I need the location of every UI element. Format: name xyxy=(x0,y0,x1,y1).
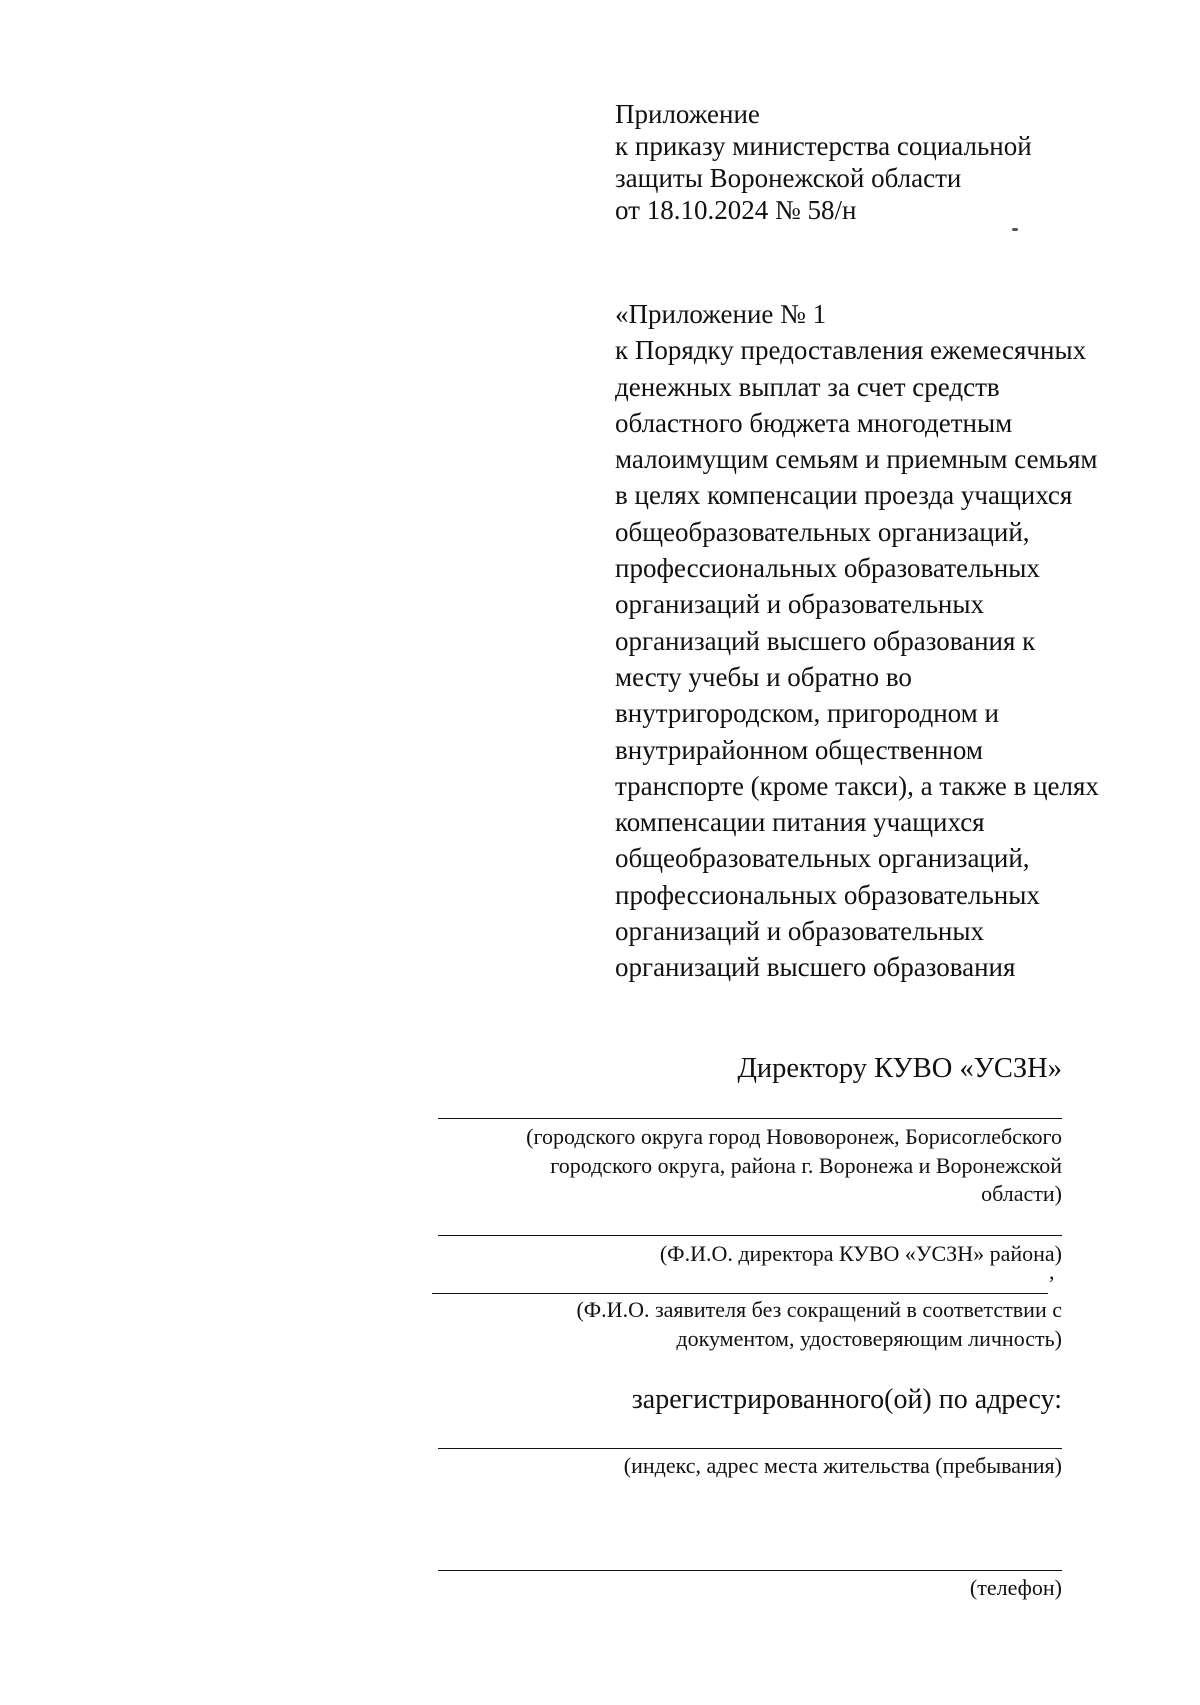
scan-mark xyxy=(1012,228,1018,231)
appendix-line: организаций и образовательных xyxy=(615,589,984,620)
district-caption xyxy=(526,1123,1062,1209)
approval-line: Приложение xyxy=(615,99,760,129)
director-caption: (Ф.И.О. директора КУВО «УСЗН» района) xyxy=(659,1241,1062,1266)
appendix-header xyxy=(615,296,1099,986)
appendix-line: компенсации питания учащихся xyxy=(615,807,985,838)
appendix-line: общеобразовательных организаций, xyxy=(615,843,1030,874)
approval-line: защиты Воронежской области xyxy=(615,163,962,193)
appendix-line: месту учебы и обратно во xyxy=(615,661,912,692)
appendix-line: организаций высшего образования xyxy=(615,952,1016,983)
phone-fill-line[interactable] xyxy=(438,1570,1062,1571)
appendix-line: профессиональных образовательных xyxy=(615,879,1040,910)
appendix-line: внутрирайонном общественном xyxy=(615,734,983,765)
appendix-line: в целях компенсации проезда учащихся xyxy=(615,480,1073,511)
address-fill-line[interactable] xyxy=(438,1448,1062,1449)
caption-line: (Ф.И.О. заявителя без сокращений в соответствии с xyxy=(576,1297,1062,1322)
comma-mark: , xyxy=(1049,1259,1055,1284)
approval-header xyxy=(615,98,1032,226)
director-fill-line[interactable] xyxy=(438,1235,1062,1236)
caption-line: (городского округа город Нововоронеж, Борисоглебского xyxy=(526,1124,1062,1149)
approval-line: от 18.10.2024 № 58/н xyxy=(615,195,857,225)
district-fill-line[interactable] xyxy=(438,1118,1062,1119)
caption-line: городского округа, района г. Воронежа и Воронежской xyxy=(550,1152,1062,1178)
applicant-caption xyxy=(576,1296,1062,1353)
appendix-line: внутригородском, пригородном и xyxy=(615,698,999,729)
addressee-title: Директору КУВО «УСЗН» xyxy=(737,1053,1062,1084)
appendix-line: малоимущим семьям и приемным семьям xyxy=(615,444,1098,475)
appendix-line: профессиональных образовательных xyxy=(615,553,1040,584)
appendix-line: денежных выплат за счет средств xyxy=(615,371,1000,402)
approval-line: к приказу министерства социальной xyxy=(615,131,1032,161)
appendix-line: «Приложение № 1 xyxy=(615,299,827,329)
caption-line: области) xyxy=(981,1181,1062,1206)
caption-line: документом, удостоверяющим личность) xyxy=(676,1325,1062,1351)
appendix-line: организаций и образовательных xyxy=(615,916,984,947)
address-caption: (индекс, адрес места жительства (пребывания) xyxy=(623,1453,1062,1478)
applicant-fill-line[interactable] xyxy=(432,1293,1048,1294)
appendix-line: областного бюджета многодетным xyxy=(615,407,1013,438)
appendix-line: организаций высшего образования к xyxy=(615,625,1036,656)
appendix-line: транспорте (кроме такси), а также в целях xyxy=(615,770,1099,801)
appendix-line: к Порядку предоставления ежемесячных xyxy=(615,335,1087,366)
appendix-line: общеобразовательных организаций, xyxy=(615,516,1030,547)
phone-caption: (телефон) xyxy=(969,1575,1062,1600)
registered-address-label: зарегистрированного(ой) по адресу: xyxy=(631,1384,1062,1415)
